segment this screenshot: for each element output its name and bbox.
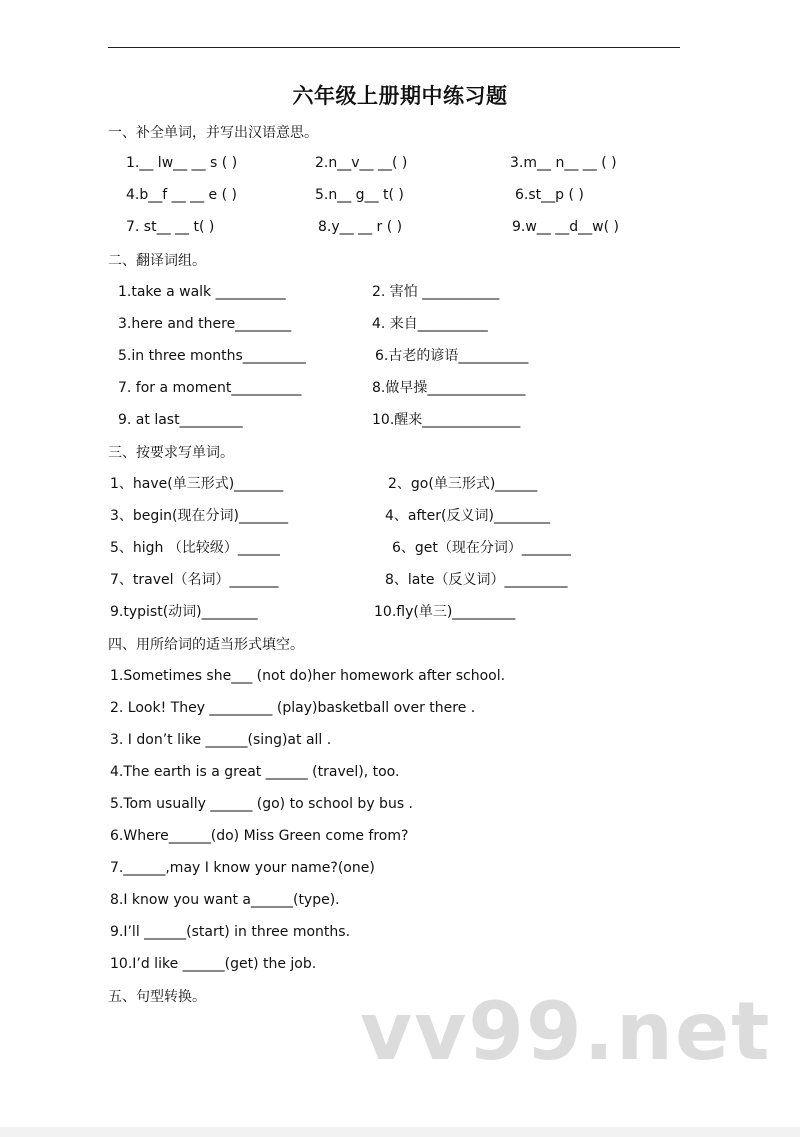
s4-item-2: 2. Look! They _________ (play)basketball over there . (110, 700, 476, 716)
s4-item-1: 1.Sometimes she___ (not do)her homework after school. (110, 668, 506, 684)
s3-item-3: 3、begin(现在分词)_______ (110, 508, 288, 524)
s1-item-3: 3.m__ n__ __ ( ) (510, 155, 617, 171)
page-title: 六年级上册期中练习题 (292, 83, 508, 108)
s1-item-9: 9.w__ __d__w( ) (512, 219, 619, 235)
s1-item-6: 6.st__p ( ) (515, 187, 584, 203)
page-bottom-edge (0, 1127, 800, 1137)
s2-item-6: 6.古老的谚语__________ (375, 348, 529, 364)
s4-item-5: 5.Tom usually ______ (go) to school by bus . (110, 796, 414, 812)
s3-item-2: 2、go(单三形式)______ (388, 476, 538, 492)
s4-item-7: 7.______,may I know your name?(one) (110, 860, 375, 876)
watermark: vv99.net (360, 985, 772, 1078)
s4-item-3: 3. I don’t like ______(sing)at all . (110, 732, 332, 748)
s2-item-1: 1.take a walk __________ (118, 284, 286, 300)
s2-item-8: 8.做早操______________ (372, 380, 526, 396)
section-1-heading: 一、补全单词，并写出汉语意思。 (108, 125, 318, 141)
s2-item-2: 2. 害怕 ___________ (372, 284, 500, 300)
section-4-heading: 四、用所给词的适当形式填空。 (108, 637, 304, 653)
s3-item-4: 4、after(反义词)________ (385, 508, 550, 524)
s4-item-4: 4.The earth is a great ______ (travel), too. (110, 764, 400, 780)
s1-item-1: 1.__ lw__ __ s ( ) (126, 155, 238, 171)
s4-item-10: 10.I’d like ______(get) the job. (110, 956, 317, 972)
s2-item-3: 3.here and there________ (118, 316, 292, 332)
s2-item-7: 7. for a moment__________ (118, 380, 302, 396)
s1-item-5: 5.n__ g__ t( ) (315, 187, 404, 203)
s3-item-6: 6、get（现在分词）_______ (392, 540, 571, 556)
section-5-heading: 五、句型转换。 (108, 989, 206, 1005)
s2-item-9: 9. at last_________ (118, 412, 243, 428)
s4-item-8: 8.I know you want a______(type). (110, 892, 340, 908)
s1-item-8: 8.y__ __ r ( ) (318, 219, 403, 235)
s2-item-10: 10.醒来______________ (372, 412, 521, 428)
s1-item-4: 4.b__f __ __ e ( ) (126, 187, 237, 203)
s3-item-7: 7、travel（名词）_______ (110, 572, 279, 588)
header-rule (108, 47, 680, 48)
section-2-heading: 二、翻译词组。 (108, 253, 206, 269)
s4-item-9: 9.I’ll ______(start) in three months. (110, 924, 351, 940)
s2-item-5: 5.in three months_________ (118, 348, 306, 364)
s3-item-5: 5、high （比较级）______ (110, 540, 280, 556)
s1-item-7: 7. st__ __ t( ) (126, 219, 215, 235)
section-3-heading: 三、按要求写单词。 (108, 445, 234, 461)
s3-item-9: 9.typist(动词)________ (110, 604, 258, 620)
s3-item-10: 10.fly(单三)_________ (374, 604, 516, 620)
s3-item-8: 8、late（反义词）_________ (385, 572, 568, 588)
s4-item-6: 6.Where______(do) Miss Green come from? (110, 828, 409, 844)
s2-item-4: 4. 来自__________ (372, 316, 488, 332)
s3-item-1: 1、have(单三形式)_______ (110, 476, 284, 492)
s1-item-2: 2.n__v__ __( ) (315, 155, 408, 171)
